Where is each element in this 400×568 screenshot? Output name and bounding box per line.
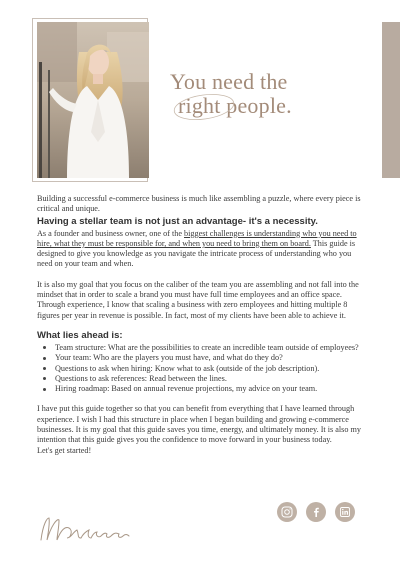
author-photo — [37, 22, 149, 178]
headline — [170, 70, 370, 118]
body-content — [37, 194, 367, 456]
side-accent-bar — [382, 22, 400, 178]
paragraph-1-pre: As a founder and business owner, one of the — [37, 228, 185, 238]
list-item: Questions to ask references: Read between the lines. — [51, 374, 367, 384]
linkedin-icon[interactable] — [335, 502, 355, 522]
paragraph-2: It is also my goal that you focus on the caliber of the team you are assembling and not fall into the mindset that in order to scale a brand you must have full time employees and an office space. Through experience, I know that scaling a business with zero employees and hitting multiple 8 figures per year in revenue is possible. In fact, most of my clients have been able to achieve it. — [37, 279, 359, 320]
headline-line1: You need the — [170, 69, 288, 94]
callout-heading: Having a stellar team is not just an advantage- it's a necessity. — [37, 215, 318, 227]
facebook-icon[interactable] — [306, 502, 326, 522]
headline-people-word: people. — [220, 93, 292, 118]
headline-right-word: right — [178, 93, 221, 118]
list-item: Your team: Who are the players you must have, and what do they do? — [51, 353, 367, 363]
signature — [37, 510, 137, 550]
list-item: Team structure: What are the possibilities to create an incredible team outside of employees? — [51, 343, 367, 353]
paragraph-1-underlined: biggest challenges is understanding who you need to hire, what they must be responsible for, and when you need to bring them on board. — [37, 228, 357, 248]
list-item: Hiring roadmap: Based on annual revenue projections, my advice on your team. — [51, 384, 367, 394]
closing-line: Let's get started! — [37, 445, 92, 455]
bullet-list — [37, 343, 367, 394]
social-links — [277, 502, 355, 522]
list-item: Questions to ask when hiring: Know what to ask (outside of the job description). — [51, 364, 367, 374]
paragraph-1-post: This guide is designed to give you knowledge as you navigate the intricate process of understanding who you need on your team and when. — [37, 238, 356, 269]
headline-line2 — [178, 94, 370, 118]
section-title: What lies ahead is: — [37, 329, 123, 341]
instagram-icon[interactable] — [277, 502, 297, 522]
intro-paragraph: Building a successful e-commerce business is much like assembling a puzzle, where every piece is critical and unique. — [37, 194, 361, 214]
paragraph-3: I have put this guide together so that you can benefit from everything that I have learned through experience. I wish I had this structure in place when I began building and growing e-commerce businesses. It is my goal that this guide saves you time, energy, and ultimately money. It is also my intention that this guide gives you the confidence to move forward in your business today. — [37, 404, 361, 445]
paragraph-1 — [37, 229, 367, 270]
